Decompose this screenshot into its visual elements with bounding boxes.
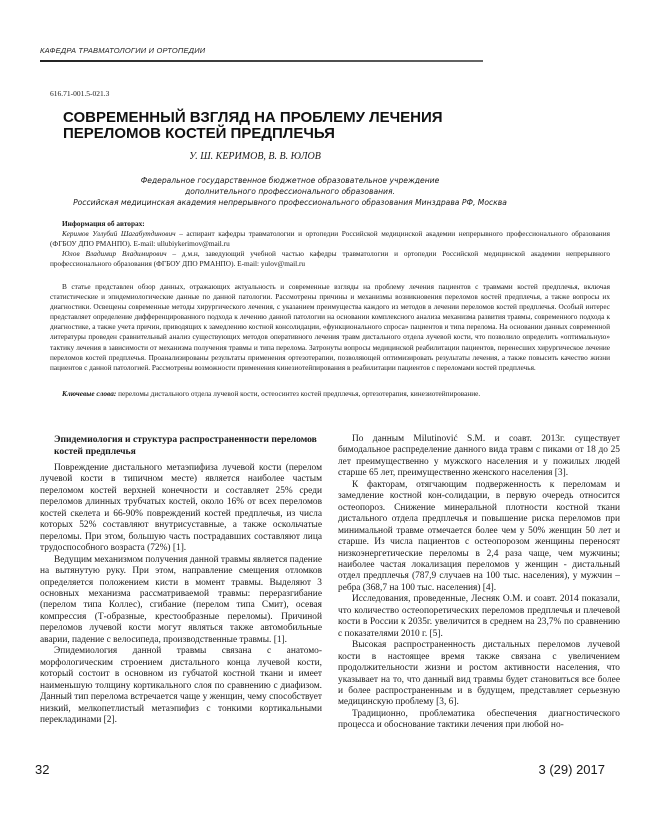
issue-number: 3 (29) 2017 (538, 762, 605, 777)
article-title: СОВРЕМЕННЫЙ ВЗГЛЯД НА ПРОБЛЕМУ ЛЕЧЕНИЯ ПЕРЕЛОМОВ КОСТЕЙ ПРЕДПЛЕЧЬЯ (63, 109, 443, 142)
affiliation (40, 175, 540, 208)
right-column (338, 434, 620, 732)
paragraph: К факторам, отягчающим подверженность к переломам и замедление костной кон-солидации, в первую очередь относится остеопороз. Снижение минеральной плотности костной ткани дистального отдела предплечья и повышение риска переломов при минимальной травме отмечается более чем у 50% женщин 50 лет и старше. Из числа пациентов с остеопорозом женщины переносят низкоэнергетические переломы в 2,4 раза чаще, чем мужчины; наиболее частая локализация переломов у женщин - дистальный отдел предплечья (787,9 случаев на 100 тыс. населения), у мужчин – ребра (368,7 на 100 тыс. населения) [4]. (338, 479, 620, 593)
author-info-item (50, 249, 610, 269)
paragraph: Эпидемиология данной травмы связана с анатомо-морфологическим строением дистального конца лучевой кости, который состоит в основном из губчатой костной ткани и имеет наименьшую толщину кортикального слоя по сравнению с диафизом. Данный тип перелома встречается чаще у женщин, чему способствует низкий, мелкопетлистый метаэпифиз с тонкими кортикальными перекладинами [2]. (40, 646, 322, 725)
abstract (50, 282, 610, 373)
article-authors: У. Ш. КЕРИМОВ, В. В. ЮЛОВ (189, 151, 321, 162)
section-heading: Эпидемиология и структура распространенности переломов костей предплечья (54, 434, 317, 457)
abstract-text: В статье представлен обзор данных, отражающих актуальность и современные взгляды на проблему лечения пациентов с травмами костей предплечья, включая статистические и эпидемиологические данные по данной патологии. Рассмотрены причины и механизмы возникновения переломов костей предплечья, а также вопросы их диагностики. Освещены современные методы хирургического лечения, с указанием преимущества каждого из методов в лечении переломов костей предплечья. Особый интерес представляет определение дифференцированного подхода к лечению данной патологии на основании комплексного анализа механизма развития травмы, современного подхода к диагностике, а также учета причин, приводящих к замедлению костной консолидации, «функционального спроса» пациентов и типа перелома. На основании данных современной литературы проведен сравнительный анализ существующих методов оперативного лечения травм дистального отдела лучевой кости, что позволило определить «оптимальную» тактику лечения в зависимости от механизма получения травмы и типа перелома. Затронуты вопросы медицинской реабилитации пациентов, перенесших хирургическое лечение переломов костей предплечья. Проанализированы результаты применения ортезотерапии, позволяющей оптимизировать результаты лечения, а также повысить качество жизни пациентов с данной патологией. Рассмотрены возможности применения кинезиотейпирования в реабилитации пациентов с переломами костей предплечья. (50, 282, 610, 372)
header-rule (40, 60, 483, 62)
author-name: Керимов Уллубий Шагабутдинович (62, 229, 176, 238)
left-column (40, 434, 322, 726)
affiliation-line: дополнительного профессионального образования. (185, 187, 395, 196)
paragraph: Повреждение дистального метаэпифиза лучевой кости (перелом лучевой кости в типичном месте) является наиболее частым переломом костей верхней конечности и составляет 25% среди переломов длинных трубчатых костей, около 16% от всех переломов костей скелета и 66-90% повреждений костей предплечья, из числа которых 52% составляют внутрисуставные, а также оскольчатые переломы. При этом, большую часть пострадавших составляют лица трудоспособного возраста (72%) [1]. (40, 463, 322, 554)
affiliation-line: Российская медицинская академия непрерывного профессионального образования Минздрава РФ, Москва (73, 198, 507, 207)
affiliation-line: Федеральное государственное бюджетное образовательное учреждение (140, 176, 440, 185)
keywords-label: Ключевые слова: (62, 389, 117, 398)
paragraph: Высокая распространенность дистальных переломов лучевой кости в настоящее время также связана с увеличением продолжительности жизни и ростом активности населения, что указывает на то, что данный вид травмы будет становиться все более и более распространенным и в будущем, представляет серьезную медицинскую проблему [3, 6]. (338, 640, 620, 708)
keywords-text: переломы дистального отдела лучевой кости, остеосинтез костей предплечья, ортезотерапия, кинезиотейпирование. (116, 389, 481, 398)
author-info-heading: Информация об авторах: (62, 219, 145, 228)
author-info (50, 219, 610, 269)
paragraph: По данным Milutinović S.M. и соавт. 2013г. существует бимодальное распределение данного вида травм с пиками от 18 до 25 лет преимущественно у мужского населения и у пожилых людей старше 65 лет, преимущественно женского населения [3]. (338, 434, 620, 479)
page-number: 32 (35, 762, 50, 777)
paragraph: Исследования, проведенные, Лесняк О.М. и соавт. 2014 показали, что количество остеопоретических переломов предплечья и плечевой кости в России к 2035г. увеличится в среднем на 23,7% по сравнению с показателями 2010 г. [5]. (338, 594, 620, 639)
author-info-item (50, 229, 610, 249)
paragraph: Традиционно, проблематика обеспечения диагностического процесса и обоснование тактики лечения при любой но- (338, 708, 620, 731)
udc-code: 616.71-001.5-021.3 (50, 89, 110, 98)
paragraph: Ведущим механизмом получения данной травмы является падение на вытянутую руку. При этом, направление смещения отломков определяется положением кисти в момент травмы. Выделяют 3 основных механизма рассматриваемой травмы: переразгибание (перелом типа Коллес), сгибание (перелом типа Смит), осевая компрессия (Т-образные, крестообразные переломы). Причиной переломов лучевой кости могут являться также автомобильные аварии, падение с велосипеда, производственные травмы. [1]. (40, 554, 322, 645)
author-details: – аспирант кафедры травматологии и ортопедии Российской медицинской академии непрерывного профессионального образования (ФГБОУ ДПО РМАНПО). E-mail: ullubiykerimov@mail.ru (50, 229, 610, 248)
running-header: КАФЕДРА ТРАВМАТОЛОГИИ И ОРТОПЕДИИ (40, 46, 206, 55)
author-details: – д.м.н, заведующий учебной частью кафедры травматологии и ортопедии Российской медицинской академии непрерывного профессионального образования (ФГБОУ ДПО РМАНПО). E-mail: yulov@mail.ru (50, 249, 610, 268)
keywords (50, 389, 610, 398)
author-name: Юлов Владимир Владимирович (62, 249, 167, 258)
